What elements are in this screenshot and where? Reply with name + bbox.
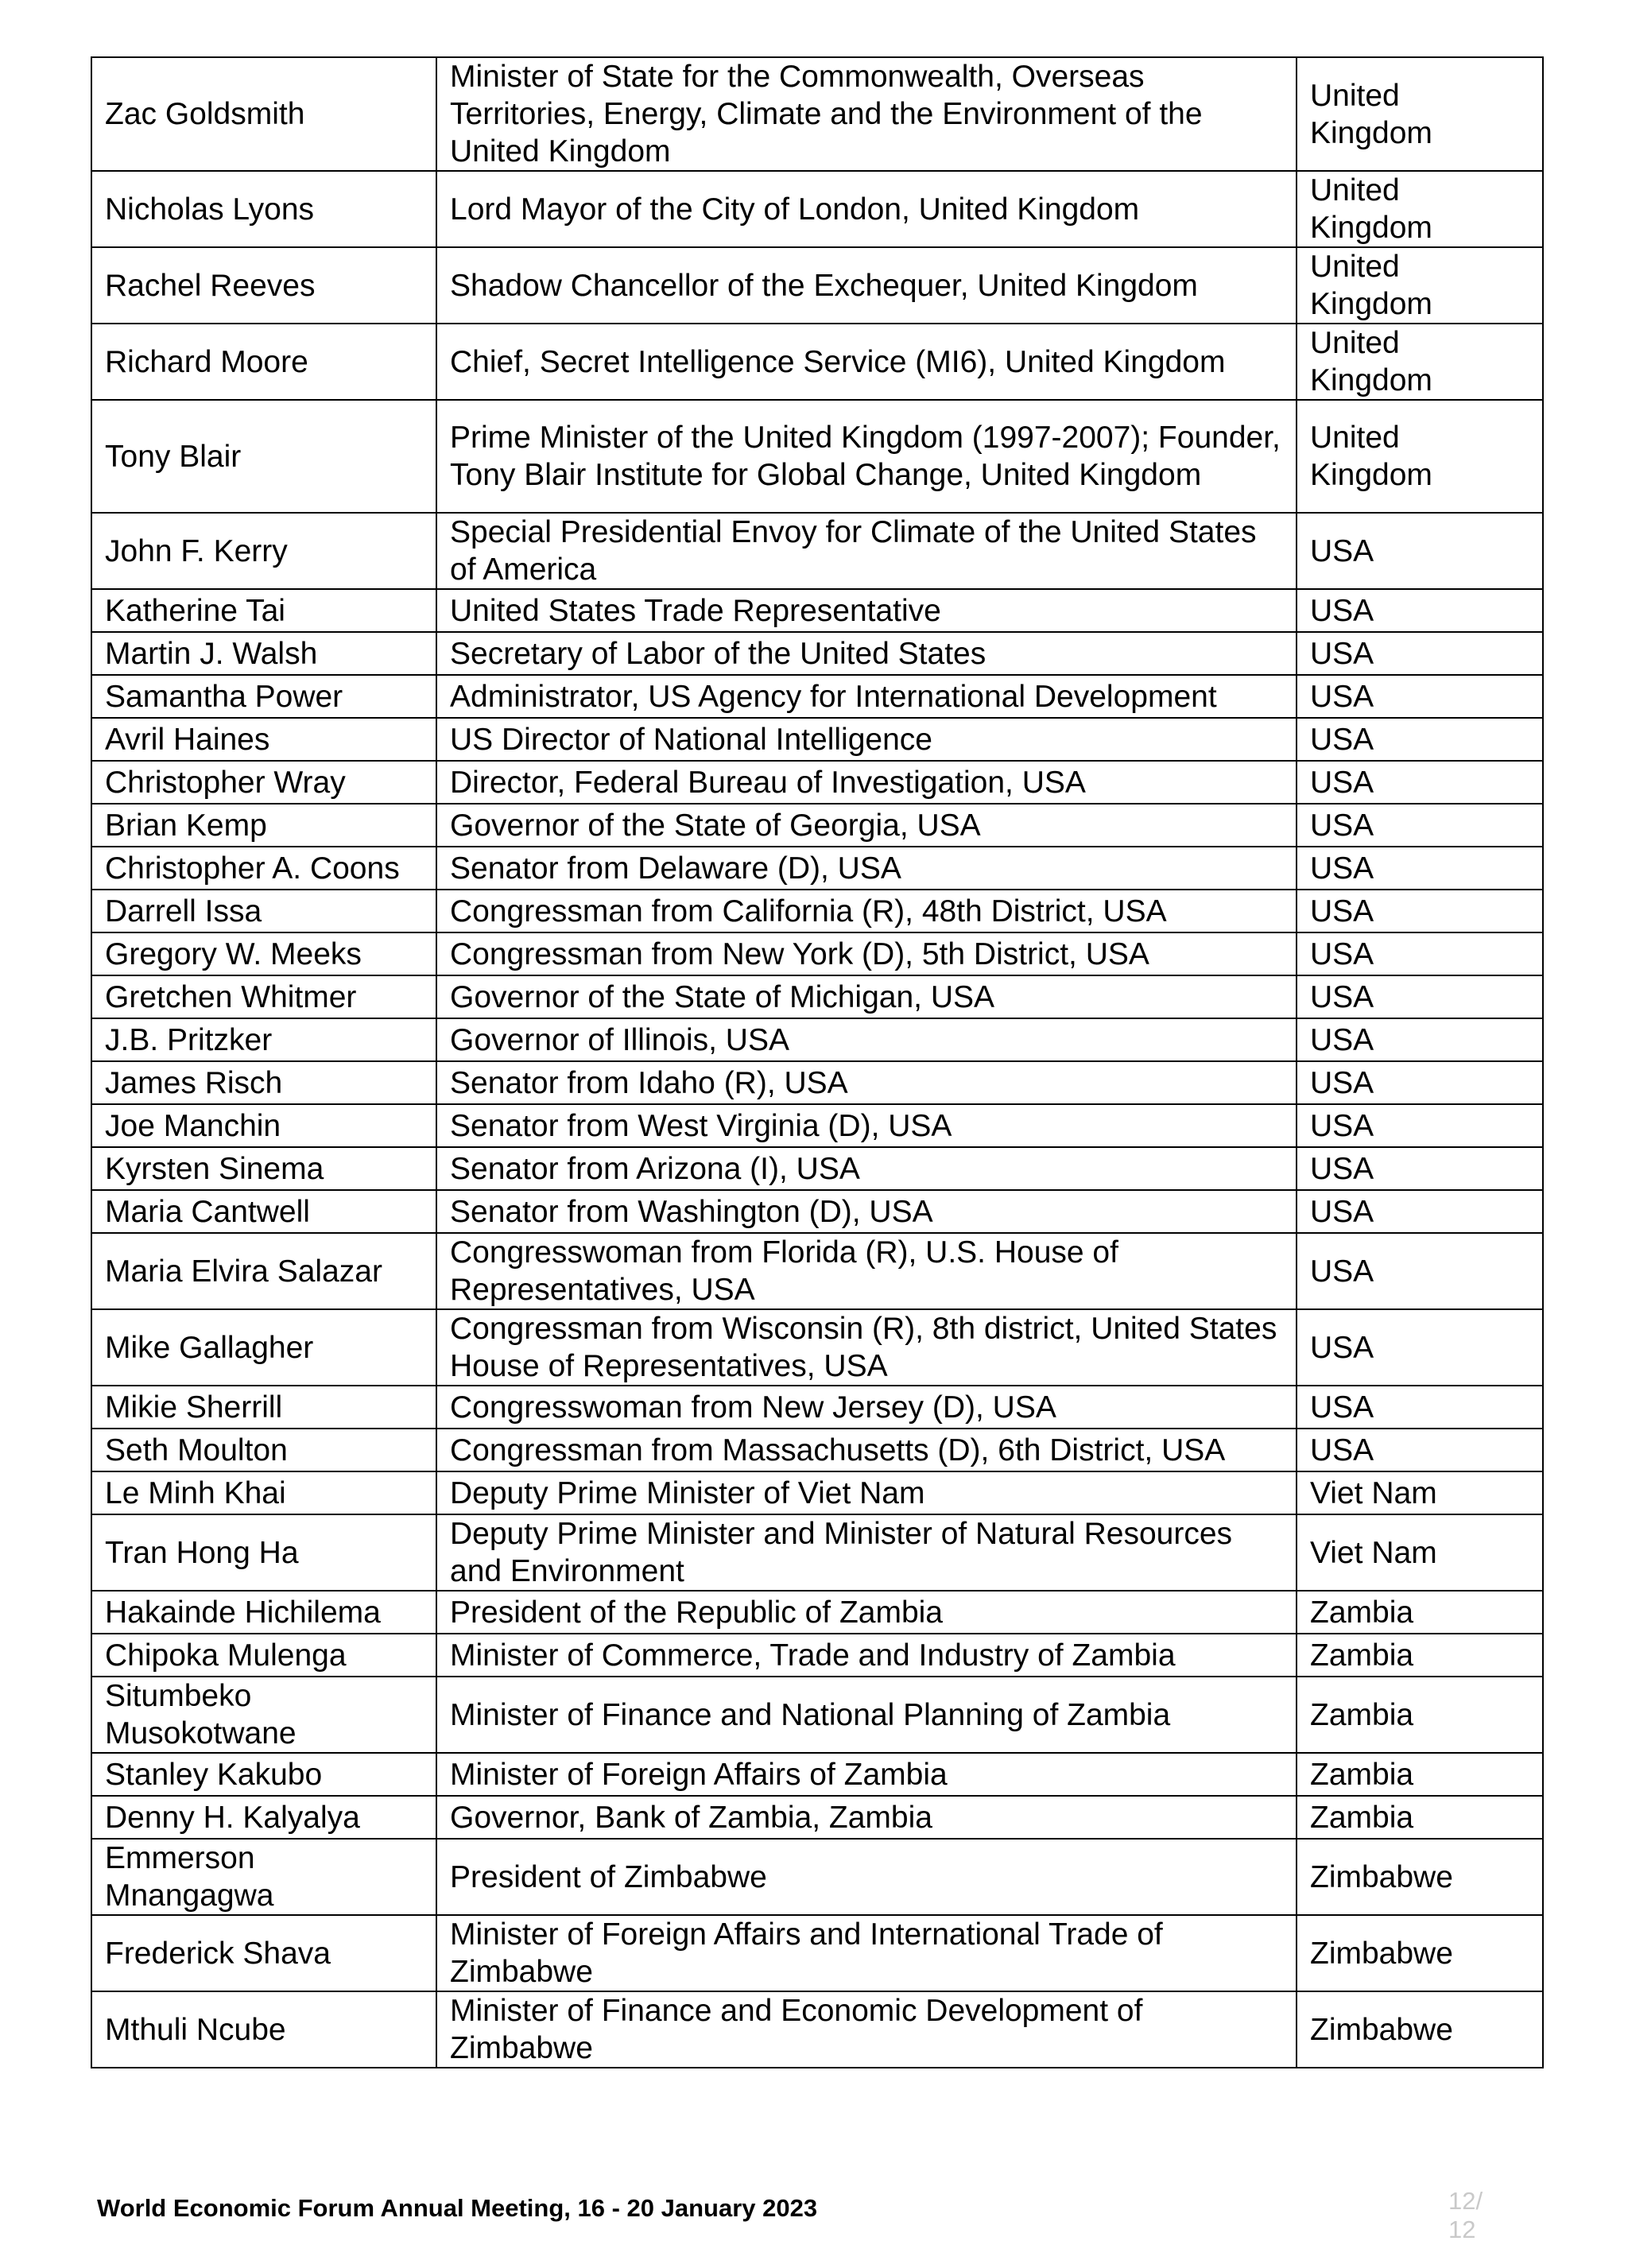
table-row [91, 847, 1543, 890]
participant-position-cell: Congressman from Massachusetts (D), 6th District, USA [436, 1429, 1297, 1471]
table-row [91, 1591, 1543, 1634]
participant-country-cell: USA [1297, 804, 1543, 847]
participant-name-cell: Zac Goldsmith [91, 57, 436, 171]
participant-name-cell: Emmerson Mnangagwa [91, 1839, 436, 1915]
participant-position-cell: Prime Minister of the United Kingdom (1997-2007); Founder, Tony Blair Institute for Global Change, United Kingdom [436, 400, 1297, 513]
participant-country-cell: Zambia [1297, 1677, 1543, 1753]
participant-position-cell: Senator from Washington (D), USA [436, 1190, 1297, 1233]
participant-name-cell: Martin J. Walsh [91, 632, 436, 675]
participant-country-cell: USA [1297, 1309, 1543, 1386]
participant-country-cell: Viet Nam [1297, 1471, 1543, 1514]
participant-country-cell: Zimbabwe [1297, 1915, 1543, 1991]
participant-name-cell: Joe Manchin [91, 1104, 436, 1147]
table-row [91, 1796, 1543, 1839]
participant-country-cell: USA [1297, 847, 1543, 890]
table-row [91, 1386, 1543, 1429]
participant-name-cell: Samantha Power [91, 675, 436, 718]
participant-position-cell: Congresswoman from Florida (R), U.S. House of Representatives, USA [436, 1233, 1297, 1309]
participant-position-cell: Minister of Finance and National Planning of Zambia [436, 1677, 1297, 1753]
table-row [91, 1839, 1543, 1915]
participant-country-cell: USA [1297, 632, 1543, 675]
participant-position-cell: Minister of Foreign Affairs of Zambia [436, 1753, 1297, 1796]
participant-position-cell: Minister of Finance and Economic Development of Zimbabwe [436, 1991, 1297, 2068]
participant-name-cell: Denny H. Kalyalya [91, 1796, 436, 1839]
participant-name-cell: Hakainde Hichilema [91, 1591, 436, 1634]
participant-country-cell: USA [1297, 513, 1543, 589]
participant-name-cell: Mike Gallagher [91, 1309, 436, 1386]
participant-position-cell: Minister of Commerce, Trade and Industry of Zambia [436, 1634, 1297, 1677]
participant-country-cell: USA [1297, 718, 1543, 761]
participant-name-cell: Maria Cantwell [91, 1190, 436, 1233]
participants-table [91, 56, 1544, 2068]
participant-position-cell: Special Presidential Envoy for Climate of the United States of America [436, 513, 1297, 589]
table-row [91, 1309, 1543, 1386]
participant-position-cell: Governor of the State of Georgia, USA [436, 804, 1297, 847]
participant-name-cell: Avril Haines [91, 718, 436, 761]
table-row [91, 1991, 1543, 2068]
participant-country-cell: USA [1297, 1018, 1543, 1061]
participant-country-cell: USA [1297, 675, 1543, 718]
participant-position-cell: Senator from Delaware (D), USA [436, 847, 1297, 890]
participant-country-cell: USA [1297, 1104, 1543, 1147]
table-row [91, 589, 1543, 632]
participant-country-cell: USA [1297, 1147, 1543, 1190]
participant-name-cell: Tran Hong Ha [91, 1514, 436, 1591]
participant-country-cell: USA [1297, 975, 1543, 1018]
table-row [91, 1190, 1543, 1233]
participant-position-cell: Congressman from California (R), 48th District, USA [436, 890, 1297, 932]
participant-name-cell: Stanley Kakubo [91, 1753, 436, 1796]
participant-position-cell: Secretary of Labor of the United States [436, 632, 1297, 675]
participant-name-cell: Richard Moore [91, 324, 436, 400]
participant-country-cell: United Kingdom [1297, 324, 1543, 400]
participants-table-body [91, 57, 1543, 2068]
participant-country-cell: Zambia [1297, 1753, 1543, 1796]
table-row [91, 1753, 1543, 1796]
participant-name-cell: Situmbeko Musokotwane [91, 1677, 436, 1753]
table-row [91, 1233, 1543, 1309]
participant-name-cell: J.B. Pritzker [91, 1018, 436, 1061]
participant-name-cell: Rachel Reeves [91, 247, 436, 324]
participant-name-cell: Maria Elvira Salazar [91, 1233, 436, 1309]
table-row [91, 932, 1543, 975]
page-number: 12/ 12 [1448, 2187, 1483, 2243]
table-row [91, 761, 1543, 804]
participant-position-cell: Congressman from Wisconsin (R), 8th district, United States House of Representatives, USA [436, 1309, 1297, 1386]
participant-position-cell: Minister of State for the Commonwealth, Overseas Territories, Energy, Climate and the Environment of the United Kingdom [436, 57, 1297, 171]
participant-position-cell: Minister of Foreign Affairs and International Trade of Zimbabwe [436, 1915, 1297, 1991]
table-row [91, 890, 1543, 932]
participant-name-cell: Gregory W. Meeks [91, 932, 436, 975]
participant-country-cell: Zimbabwe [1297, 1991, 1543, 2068]
participant-name-cell: James Risch [91, 1061, 436, 1104]
participant-country-cell: Zambia [1297, 1796, 1543, 1839]
participant-name-cell: Gretchen Whitmer [91, 975, 436, 1018]
participant-country-cell: Zambia [1297, 1634, 1543, 1677]
table-row [91, 1677, 1543, 1753]
table-row [91, 400, 1543, 513]
footer-title: World Economic Forum Annual Meeting, 16 - 20 January 2023 [97, 2194, 818, 2222]
table-row [91, 975, 1543, 1018]
table-row [91, 1147, 1543, 1190]
participant-position-cell: Congresswoman from New Jersey (D), USA [436, 1386, 1297, 1429]
participant-name-cell: Frederick Shava [91, 1915, 436, 1991]
participant-country-cell: United Kingdom [1297, 57, 1543, 171]
participant-name-cell: Brian Kemp [91, 804, 436, 847]
participant-name-cell: Nicholas Lyons [91, 171, 436, 247]
participant-country-cell: United Kingdom [1297, 247, 1543, 324]
table-row [91, 57, 1543, 171]
table-row [91, 675, 1543, 718]
table-row [91, 1634, 1543, 1677]
table-row [91, 718, 1543, 761]
participant-position-cell: Lord Mayor of the City of London, United Kingdom [436, 171, 1297, 247]
participant-position-cell: Congressman from New York (D), 5th District, USA [436, 932, 1297, 975]
table-row [91, 1514, 1543, 1591]
participant-name-cell: Seth Moulton [91, 1429, 436, 1471]
table-row [91, 1104, 1543, 1147]
participant-name-cell: Mthuli Ncube [91, 1991, 436, 2068]
participant-position-cell: Administrator, US Agency for International Development [436, 675, 1297, 718]
participant-position-cell: President of Zimbabwe [436, 1839, 1297, 1915]
participant-position-cell: Deputy Prime Minister and Minister of Natural Resources and Environment [436, 1514, 1297, 1591]
participant-position-cell: Governor of the State of Michigan, USA [436, 975, 1297, 1018]
table-row [91, 513, 1543, 589]
table-row [91, 1018, 1543, 1061]
table-row [91, 632, 1543, 675]
participant-country-cell: USA [1297, 1061, 1543, 1104]
participant-name-cell: Christopher Wray [91, 761, 436, 804]
participant-position-cell: Senator from Idaho (R), USA [436, 1061, 1297, 1104]
participant-country-cell: USA [1297, 1190, 1543, 1233]
participant-country-cell: USA [1297, 1386, 1543, 1429]
participant-position-cell: Deputy Prime Minister of Viet Nam [436, 1471, 1297, 1514]
table-row [91, 171, 1543, 247]
participant-country-cell: USA [1297, 1233, 1543, 1309]
participant-name-cell: Chipoka Mulenga [91, 1634, 436, 1677]
participant-name-cell: John F. Kerry [91, 513, 436, 589]
participant-country-cell: USA [1297, 932, 1543, 975]
participant-country-cell: USA [1297, 1429, 1543, 1471]
participant-name-cell: Darrell Issa [91, 890, 436, 932]
participant-country-cell: United Kingdom [1297, 171, 1543, 247]
table-row [91, 804, 1543, 847]
table-row [91, 1471, 1543, 1514]
table-row [91, 1429, 1543, 1471]
participant-country-cell: United Kingdom [1297, 400, 1543, 513]
participant-country-cell: USA [1297, 761, 1543, 804]
participant-position-cell: Shadow Chancellor of the Exchequer, United Kingdom [436, 247, 1297, 324]
participant-country-cell: USA [1297, 589, 1543, 632]
table-row [91, 1915, 1543, 1991]
participant-name-cell: Christopher A. Coons [91, 847, 436, 890]
participant-name-cell: Mikie Sherrill [91, 1386, 436, 1429]
table-row [91, 1061, 1543, 1104]
participant-position-cell: United States Trade Representative [436, 589, 1297, 632]
participant-position-cell: Director, Federal Bureau of Investigation, USA [436, 761, 1297, 804]
participant-name-cell: Le Minh Khai [91, 1471, 436, 1514]
participant-country-cell: Viet Nam [1297, 1514, 1543, 1591]
participant-country-cell: Zambia [1297, 1591, 1543, 1634]
participant-name-cell: Katherine Tai [91, 589, 436, 632]
participant-position-cell: Senator from West Virginia (D), USA [436, 1104, 1297, 1147]
table-row [91, 247, 1543, 324]
participant-position-cell: Senator from Arizona (I), USA [436, 1147, 1297, 1190]
participant-position-cell: US Director of National Intelligence [436, 718, 1297, 761]
participant-position-cell: Chief, Secret Intelligence Service (MI6), United Kingdom [436, 324, 1297, 400]
participant-position-cell: Governor of Illinois, USA [436, 1018, 1297, 1061]
participant-country-cell: Zimbabwe [1297, 1839, 1543, 1915]
participant-name-cell: Kyrsten Sinema [91, 1147, 436, 1190]
participant-position-cell: Governor, Bank of Zambia, Zambia [436, 1796, 1297, 1839]
participant-country-cell: USA [1297, 890, 1543, 932]
table-row [91, 324, 1543, 400]
participant-position-cell: President of the Republic of Zambia [436, 1591, 1297, 1634]
participant-name-cell: Tony Blair [91, 400, 436, 513]
